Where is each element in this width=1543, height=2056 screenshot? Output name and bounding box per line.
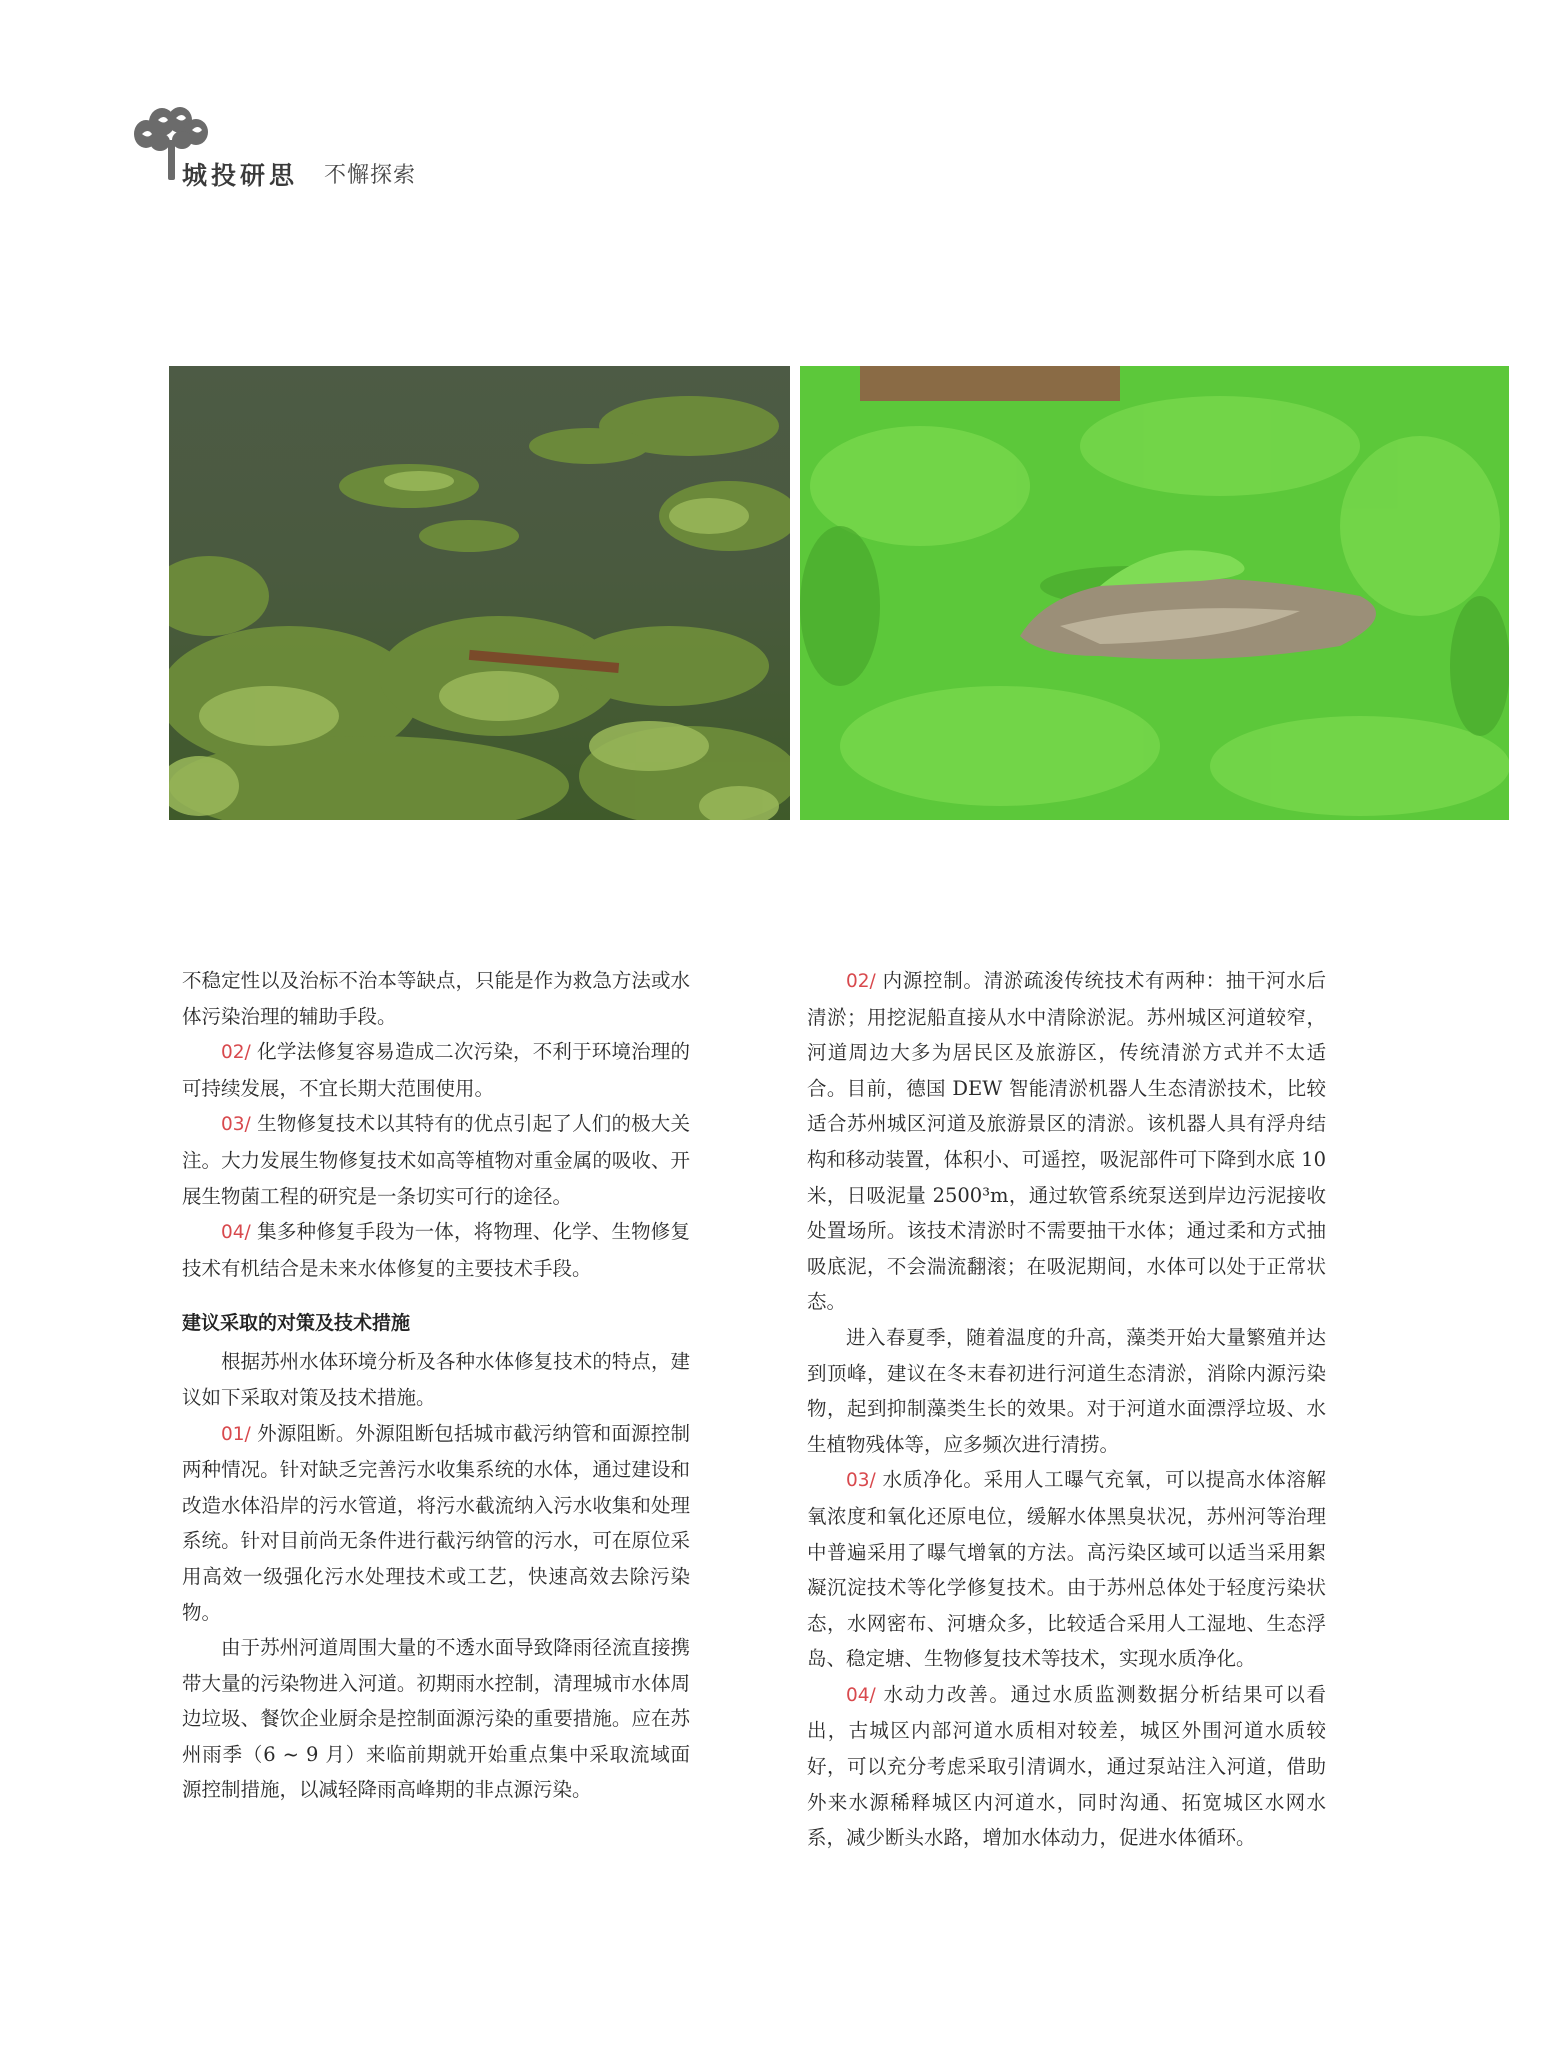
item-number: 04/ (846, 1684, 876, 1706)
section-heading: 建议采取的对策及技术措施 (182, 1312, 411, 1335)
item-number: 01/ (221, 1423, 251, 1445)
paragraph: 不稳定性以及治标不治本等缺点，只能是作为救急方法或水体污染治理的辅助手段。 (182, 969, 690, 1028)
item-text: 生物修复技术以其特有的优点引起了人们的极大关注。大力发展生物修复技术如高等植物对重金属的吸收、开展生物菌工程的研究是一条切实可行的途径。 (182, 1112, 690, 1208)
list-item (182, 1034, 690, 1106)
item-number: 02/ (221, 1042, 251, 1064)
algae-bloom-photo (800, 366, 1509, 820)
item-text: 集多种修复手段为一体，将物理、化学、生物修复技术有机结合是未来水体修复的主要技术手段。 (182, 1220, 690, 1280)
list-item (182, 1106, 690, 1214)
list-item (807, 1677, 1326, 1856)
list-item (807, 1462, 1326, 1677)
list-item (182, 1416, 690, 1631)
item-number: 04/ (221, 1222, 251, 1244)
brand-slogan: 不懈探索 (324, 163, 417, 188)
item-text: 化学法修复容易造成二次污染，不利于环境治理的可持续发展，不宜长期大范围使用。 (182, 1040, 690, 1100)
item-text: 水质净化。采用人工曝气充氧，可以提高水体溶解氧浓度和氧化还原电位，缓解水体黑臭状况，苏州河等治理中普遍采用了曝气增氧的方法。高污染区域可以适当采用絮凝沉淀技术等化学修复技术。由于苏州总体处于轻度污染状态，水网密布、河塘众多，比较适合采用人工湿地、生态浮岛、稳定塘、生物修复技术等技术，实现水质净化。 (807, 1468, 1326, 1671)
header-brand (124, 100, 544, 190)
algae-water-photo (169, 366, 790, 820)
item-number: 03/ (221, 1114, 251, 1136)
item-number: 02/ (846, 971, 876, 992)
brand-name: 城投研思 (182, 161, 299, 190)
item-number: 03/ (846, 1470, 876, 1492)
left-text-column (182, 963, 690, 1808)
item-text: 内源控制。清淤疏浚传统技术有两种：抽干河水后清淤；用挖泥船直接从水中清除淤泥。苏州城区河道较窄，河道周边大多为居民区及旅游区，传统清淤方式并不太适合。目前，德国 DEW 智能清淤机器人生态清淤技术，比较适合苏州城区河道及旅游景区的清淤。该机器人具有浮舟结构和移动装置，体积小、可遥控，吸泥部件可下降到水底 10 米，日吸泥量 2500³m，通过软管系统泵送到岸边污泥接收处置场所。该技术清淤时不需要抽干水体；通过柔和方式抽吸底泥，不会湍流翻滚；在吸泥期间，水体可以处于正常状态。 (807, 969, 1326, 1314)
paragraph: 进入春夏季，随着温度的升高，藻类开始大量繁殖并达到顶峰，建议在冬末春初进行河道生态清淤，消除内源污染物，起到抑制藻类生长的效果。对于河道水面漂浮垃圾、水生植物残体等，应多频次进行清捞。 (807, 1325, 1326, 1456)
paragraph: 由于苏州河道周围大量的不透水面导致降雨径流直接携带大量的污染物进入河道。初期雨水控制，清理城市水体周边垃圾、餐饮企业厨余是控制面源污染的重要措施。应在苏州雨季（6 ~ 9 月）来临前期就开始重点集中采取流域面源控制措施，以减轻降雨高峰期的非点源污染。 (182, 1636, 690, 1802)
item-text: 水动力改善。通过水质监测数据分析结果可以看出，古城区内部河道水质相对较差，城区外围河道水质较好，可以充分考虑采取引清调水，通过泵站注入河道，借助外来水源稀释城区内河道水，同时沟通、拓宽城区水网水系，减少断头水路，增加水体动力，促进水体循环。 (807, 1682, 1326, 1850)
item-text: 外源阻断。外源阻断包括城市截污纳管和面源控制两种情况。针对缺乏完善污水收集系统的水体，通过建设和改造水体沿岸的污水管道，将污水截流纳入污水收集和处理系统。针对目前尚无条件进行截污纳管的污水，可在原位采用高效一级强化污水处理技术或工艺，快速高效去除污染物。 (182, 1421, 690, 1624)
list-item (182, 1214, 690, 1286)
paragraph: 根据苏州水体环境分析及各种水体修复技术的特点，建议如下采取对策及技术措施。 (182, 1350, 690, 1409)
list-item (807, 963, 1326, 1320)
right-text-column (807, 963, 1326, 1856)
